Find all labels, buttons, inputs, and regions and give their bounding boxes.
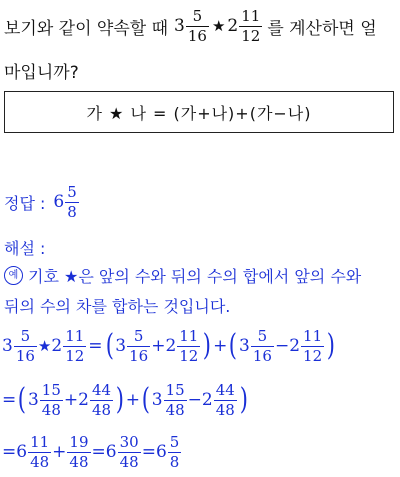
denominator: 48 <box>91 400 112 419</box>
plus-operator: + <box>63 390 79 410</box>
whole-part: 3 <box>115 336 127 356</box>
answer-label: 정답 : <box>4 193 46 213</box>
fraction <box>118 432 141 471</box>
fraction <box>164 380 187 419</box>
fraction <box>63 326 86 365</box>
whole-part: 2 <box>227 15 239 36</box>
numerator: 5 <box>20 326 31 345</box>
whole-part: 2 <box>78 390 89 410</box>
denominator: 16 <box>252 346 272 365</box>
example-mark: 예 <box>4 266 23 285</box>
numerator: 11 <box>179 326 199 345</box>
math-step-1: 3 $\frac{5}{16}$ ★ 2 $\frac{11}{12}$ = ( 3 $\frac{5}{16}$ + 2 $\frac{11}{12}$ ) + ( 3 $\frac{5}{16}$ − 2 $\frac{11}{12}$ ) <box>2 326 336 365</box>
question-mixed-1 <box>174 6 210 45</box>
math-step-3: = 6 $\frac{11}{48}$ + $\frac{19}{48}$ = 6 $\frac{30}{48}$ = 6 $\frac{5}{8}$ <box>2 432 180 471</box>
numerator: 11 <box>65 326 85 345</box>
denominator: 16 <box>187 26 207 45</box>
whole-part: 6 <box>155 442 167 462</box>
whole-part: 2 <box>51 336 63 356</box>
fraction <box>90 380 113 419</box>
denominator: 12 <box>65 346 85 365</box>
question-suffix: 를 계산하면 얼 <box>267 18 377 39</box>
denominator: 8 <box>67 202 77 221</box>
question-line-2: 마입니까? <box>4 63 79 83</box>
fraction <box>251 326 274 365</box>
denominator: 12 <box>303 346 323 365</box>
denominator: 48 <box>119 452 139 471</box>
denominator: 16 <box>15 346 35 365</box>
numerator: 5 <box>67 182 77 201</box>
whole-part: 6 <box>105 442 117 462</box>
numerator: 19 <box>69 432 89 451</box>
fraction <box>14 326 37 365</box>
whole-part: 3 <box>174 15 185 36</box>
denominator: 48 <box>165 400 185 419</box>
denominator: 12 <box>241 26 261 45</box>
denominator: 48 <box>215 400 235 419</box>
denominator: 16 <box>129 346 149 365</box>
numerator: 15 <box>165 380 185 399</box>
star-operator: ★ <box>37 337 52 355</box>
rule-text: 가 ★ 나 = (가+나)+(가−나) <box>86 103 312 123</box>
whole-part: 2 <box>289 336 301 356</box>
whole-part: 3 <box>2 336 13 356</box>
fraction <box>168 432 182 471</box>
whole-part: 6 <box>16 442 28 462</box>
whole-part: 2 <box>201 390 213 410</box>
minus-operator: − <box>187 390 202 410</box>
whole-part: 2 <box>165 336 177 356</box>
whole-part: 3 <box>239 336 250 356</box>
answer-fraction <box>65 182 79 221</box>
question-prefix: 보기와 같이 약속할 때 <box>4 18 169 39</box>
question-line-1 <box>4 4 377 48</box>
numerator: 5 <box>257 326 268 345</box>
denominator: 8 <box>169 452 180 471</box>
numerator: 44 <box>91 380 112 399</box>
numerator: 11 <box>241 6 261 25</box>
rule-box <box>4 91 394 133</box>
minus-operator: − <box>274 336 290 356</box>
fraction <box>28 432 51 471</box>
fraction <box>40 380 63 419</box>
numerator: 5 <box>133 326 144 345</box>
denominator: 48 <box>30 452 50 471</box>
numerator: 44 <box>215 380 235 399</box>
explanation-line-2: 뒤의 수의 차를 합하는 것입니다. <box>4 297 231 316</box>
denominator: 48 <box>41 400 61 419</box>
fraction <box>239 6 262 45</box>
numerator: 30 <box>119 432 139 451</box>
fraction <box>301 326 324 365</box>
explanation-label: 해설 : <box>4 239 46 258</box>
whole-part: 3 <box>151 390 163 410</box>
numerator: 15 <box>41 380 61 399</box>
fraction <box>127 326 150 365</box>
plus-operator: + <box>151 336 166 356</box>
fraction <box>186 6 209 45</box>
question-mixed-2 <box>227 6 263 45</box>
denominator: 12 <box>179 346 199 365</box>
fraction <box>177 326 200 365</box>
fraction <box>214 380 237 419</box>
denominator: 48 <box>69 452 89 471</box>
math-step-2: = ( 3 $\frac{15}{48}$ + 2 $\frac{44}{48}$ ) + ( 3 $\frac{15}{48}$ − 2 $\frac{44}{48}$ ) <box>2 380 248 419</box>
answer-line <box>4 180 80 224</box>
numerator: 5 <box>192 6 203 25</box>
fraction <box>67 432 90 471</box>
explanation-line-1 <box>4 264 361 287</box>
star-operator: ★ <box>211 17 226 35</box>
whole-part: 3 <box>27 390 39 410</box>
numerator: 5 <box>169 432 180 451</box>
numerator: 11 <box>303 326 323 345</box>
numerator: 11 <box>30 432 50 451</box>
explanation-text-1: 기호 ★은 앞의 수와 뒤의 수의 합에서 앞의 수와 <box>28 267 362 286</box>
answer-whole: 6 <box>53 192 65 212</box>
